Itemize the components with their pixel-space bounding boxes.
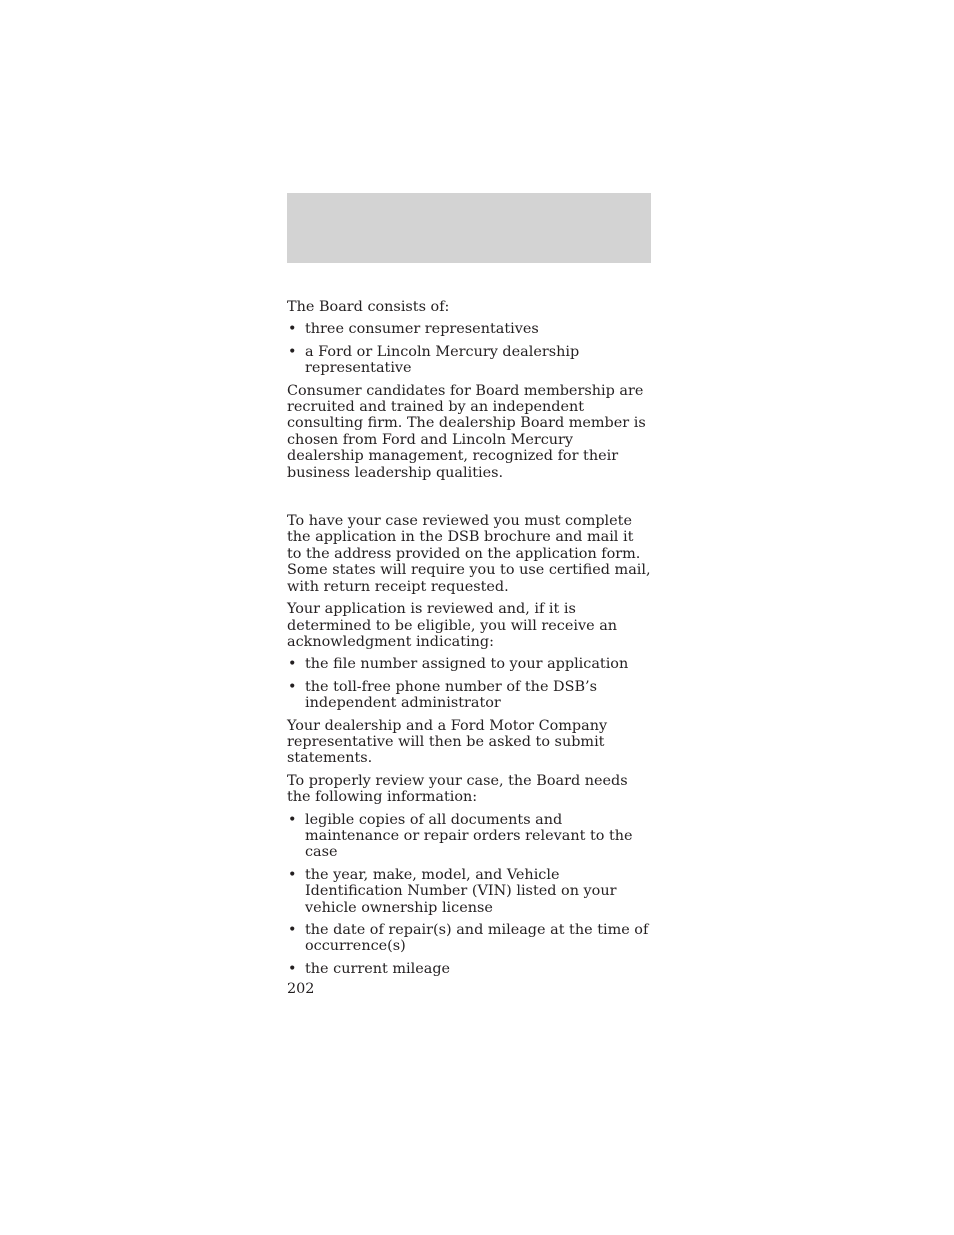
bullet-icon: • (288, 321, 297, 338)
bullet-icon: • (288, 343, 297, 360)
header-bar (287, 193, 651, 263)
information-needed-paragraph: To properly review your case, the Board needs the following information: (287, 772, 628, 806)
acknowledgment-paragraph: Your application is reviewed and, if it is determined to be eligible, you will receive an acknowledgment indicating: (287, 601, 618, 650)
bullet-icon: • (288, 656, 297, 673)
list-item: • the file number assigned to your application (288, 656, 629, 673)
information-list (287, 812, 651, 978)
case-review-paragraph: To have your case reviewed you must complete the application in the DSB brochure and mail it to the address provided on the application form. Some states will require you to use certified mail, with return receipt requested. (287, 513, 651, 595)
bullet-icon: • (288, 811, 297, 828)
bullet-icon: • (288, 922, 297, 938)
list-item: • three consumer representatives (288, 321, 539, 338)
section-gap (287, 487, 651, 513)
list-item: • the year, make, model, and Vehicle Identification Number (VIN) listed on your vehicle ownership license (288, 866, 617, 916)
bullet-icon: • (288, 960, 297, 977)
page-content (287, 299, 651, 983)
board-intro: The Board consists of: (287, 299, 450, 315)
bullet-icon: • (288, 678, 297, 695)
list-item: • the toll-free phone number of the DSB’s independent administrator (288, 678, 597, 712)
board-candidates-paragraph: Consumer candidates for Board membership are recruited and trained by an independent consulting firm. The dealership Board member is chosen from Ford and Lincoln Mercury dealership management, recognized for their business leadership qualities. (287, 382, 646, 481)
list-item: • a Ford or Lincoln Mercury dealership representative (288, 343, 580, 377)
list-item: • legible copies of all documents and maintenance or repair orders relevant to the case (288, 811, 633, 861)
list-item: • the current mileage (288, 960, 451, 977)
board-members-list (287, 321, 651, 376)
list-item: • the date of repair(s) and mileage at the time of occurrence(s) (288, 922, 649, 955)
statements-paragraph: Your dealership and a Ford Motor Company representative will then be asked to submit statements. (287, 717, 608, 767)
acknowledgment-list (287, 656, 651, 711)
bullet-icon: • (288, 866, 297, 883)
page-number: 202 (287, 981, 315, 997)
